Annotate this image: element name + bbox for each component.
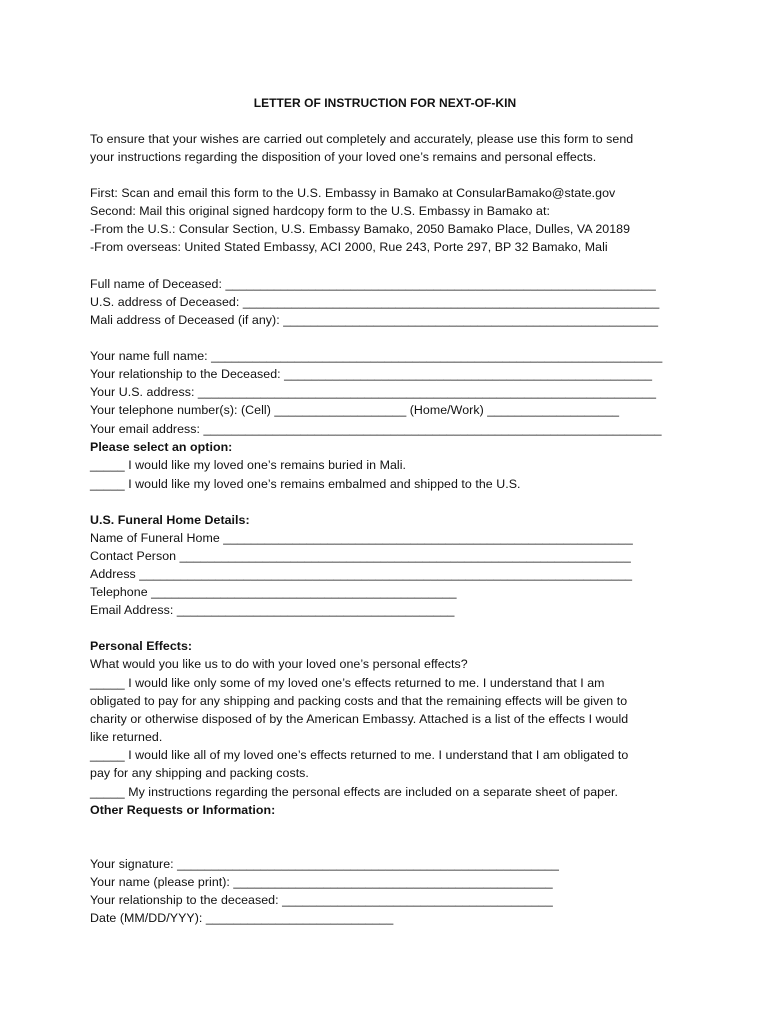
signature-field[interactable]: Your signature: _______________________________________________________	[90, 857, 559, 871]
effects-option-some-text: charity or otherwise disposed of by the American Embassy. Attached is a list of the effects I would	[90, 712, 629, 726]
your-telephone-field[interactable]: Your telephone number(s): (Cell) ___________________ (Home/Work) ___________________	[90, 403, 620, 417]
effects-question: What would you like us to do with your loved one’s personal effects?	[90, 657, 468, 671]
letter-title: LETTER OF INSTRUCTION FOR NEXT-OF-KIN	[253, 96, 517, 110]
effects-option-some-text: like returned.	[90, 730, 163, 744]
funeral-address-field[interactable]: Address _______________________________________________________________________	[90, 567, 633, 581]
submission-email-line: First: Scan and email this form to the U.S. Embassy in Bamako at ConsularBamako@state.gov	[90, 186, 616, 200]
effects-option-all-text: pay for any shipping and packing costs.	[90, 766, 309, 780]
effects-option-some-text: obligated to pay for any shipping and packing costs and that the remaining effects will be given to	[90, 694, 628, 708]
effects-option-some[interactable]: _____ I would like only some of my loved one’s effects returned to me. I understand that I am	[90, 676, 605, 690]
your-full-name-field[interactable]: Your name full name: _________________________________________________________________	[90, 349, 663, 363]
personal-effects-heading: Personal Effects:	[90, 639, 193, 653]
funeral-home-name-field[interactable]: Name of Funeral Home ___________________________________________________________	[90, 531, 633, 545]
funeral-home-heading: U.S. Funeral Home Details:	[90, 513, 250, 527]
other-requests-heading: Other Requests or Information:	[90, 803, 276, 817]
submission-mail-line: Second: Mail this original signed hardcopy form to the U.S. Embassy in Bamako at:	[90, 204, 550, 218]
effects-option-separate-sheet[interactable]: _____ My instructions regarding the personal effects are included on a separate sheet of paper.	[90, 785, 619, 799]
deceased-us-address-field[interactable]: U.S. address of Deceased: ____________________________________________________________	[90, 295, 660, 309]
your-us-address-field[interactable]: Your U.S. address: __________________________________________________________________	[90, 385, 657, 399]
printed-name-field[interactable]: Your name (please print): ______________________________________________	[90, 875, 553, 889]
effects-option-all[interactable]: _____ I would like all of my loved one’s effects returned to me. I understand that I am obligated to	[90, 748, 629, 762]
funeral-contact-person-field[interactable]: Contact Person _________________________________________________________________	[90, 549, 631, 563]
your-relationship-field[interactable]: Your relationship to the Deceased: _____________________________________________________	[90, 367, 653, 381]
option-heading: Please select an option:	[90, 440, 233, 454]
option-buried-in-mali[interactable]: _____ I would like my loved one’s remains buried in Mali.	[90, 458, 406, 472]
relationship-to-deceased-field[interactable]: Your relationship to the deceased: _______________________________________	[90, 893, 553, 907]
funeral-telephone-field[interactable]: Telephone ____________________________________________	[90, 585, 457, 599]
deceased-mali-address-field[interactable]: Mali address of Deceased (if any): ______________________________________________________	[90, 313, 659, 327]
date-field[interactable]: Date (MM/DD/YYY): ___________________________	[90, 911, 394, 925]
deceased-full-name-field[interactable]: Full name of Deceased: ______________________________________________________________	[90, 277, 656, 291]
funeral-email-field[interactable]: Email Address: ________________________________________	[90, 603, 455, 617]
intro-line: your instructions regarding the disposition of your loved one’s remains and personal effects.	[90, 150, 597, 164]
address-from-overseas-line: -From overseas: United Stated Embassy, ACI 2000, Rue 243, Porte 297, BP 32 Bamako, Mali	[90, 240, 608, 254]
address-from-us-line: -From the U.S.: Consular Section, U.S. Embassy Bamako, 2050 Bamako Place, Dulles, VA 20189	[90, 222, 631, 236]
option-shipped-to-us[interactable]: _____ I would like my loved one’s remains embalmed and shipped to the U.S.	[90, 477, 521, 491]
intro-line: To ensure that your wishes are carried out completely and accurately, please use this form to send	[90, 132, 634, 146]
your-email-field[interactable]: Your email address: __________________________________________________________________	[90, 422, 662, 436]
